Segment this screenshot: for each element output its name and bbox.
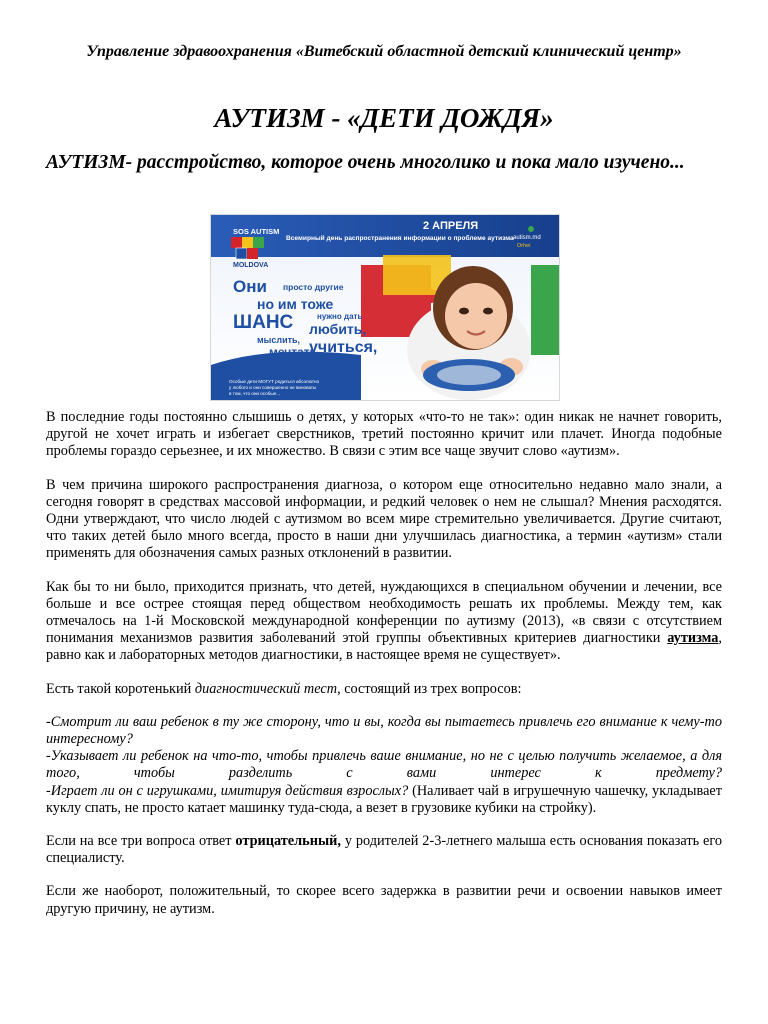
banner-footnote-line3: в том, что они особые... <box>229 391 281 396</box>
question-1-text: -Смотрит ли ваш ребенок в ту же сторону, что и вы, когда вы пытаетесь привлечь его внимание к чему-то интересному? <box>46 713 722 748</box>
slogan-line5: учиться, <box>309 339 378 356</box>
banner-date: 2 АПРЕЛЯ <box>423 220 479 232</box>
test-intro-end: , состоящий из трех вопросов: <box>337 680 522 697</box>
article-body <box>46 409 722 934</box>
paragraph-intro: В последние годы постоянно слышишь о детях, у которых «что-то не так»: один никак не начнет говорить, другой не хочет играть и избегает сверстников, третий постоянно кричит или плачет. Иногда подобные проблемы гораздо серьезнее, и их множество. В связи с этим все чаще звучит слово «аутизм». <box>46 409 722 460</box>
document-title: АУТИЗМ - «ДЕТИ ДОЖДЯ» <box>214 103 554 133</box>
lead-statement: АУТИЗМ- расстройство, которое очень многолико и пока мало изучено... <box>46 152 685 173</box>
banner-logo-left-top: SOS AUTISM <box>233 227 280 236</box>
paragraph-test-intro <box>46 681 722 698</box>
paragraph-conference-start: Как бы то ни было, приходится признать, что детей, нуждающихся в специальном обучении и лечении, все больше и все острее стоящая перед обществом необходимость решать их проблемы. Между тем, как отмечалось на 1-й Московской международной конференции по аутизму (2013), «в связи с отсутствием понимания механизмов развития заболеваний этой группы объективных критериев диагностики <box>46 578 722 647</box>
paragraph-causes: В чем причина широкого распространения диагноза, о котором еще относительно недавно мало знали, а сегодня говорят в средствах массовой информации, и редкий человек о нем не слышал? Мнения расходятся. Одни утверждают, что число людей с аутизмом во всем мире стремительно увеличивается. Другие считают, что таких детей было много всегда, просто в наши дни улучшилась диагностика, а термин «аутизм» стали применять для обозначения самых разных отклонений в развитии. <box>46 476 722 562</box>
question-2 <box>46 748 722 782</box>
slogan-line2: но им тоже <box>257 296 334 312</box>
slogan-line3-small: нужно дать <box>317 312 363 321</box>
awareness-banner-image <box>210 214 560 401</box>
keyword-autism: аутизма <box>667 630 719 647</box>
banner-footnote-line2: у любого и они совершенно не виноваты <box>229 385 317 390</box>
question-3-normal: (Наливает чай в игрушечную чашечку, укладывает куклу спать, не просто катает машинку туда-сюда, а везет в грузовике кубики на стройку). <box>46 782 723 816</box>
question-2-text: -Указывает ли ребенок на что-то, чтобы привлечь ваше внимание, но не с целью получить желаемое, а для того, чтобы разделить с вами интерес к предмету? <box>46 748 722 782</box>
banner-logo-left-bottom: MOLDOVA <box>233 262 269 269</box>
slogan-line1-big: Они <box>233 277 267 296</box>
banner-headline <box>286 234 514 242</box>
banner-logo-right-bottom: Orhei <box>517 243 531 249</box>
diagnostic-questions <box>46 714 722 817</box>
slogan-line5-small: мыслить, <box>257 335 301 345</box>
negative-answer-end: у родителей 2-3-летнего малыша есть основания показать его специалисту. <box>46 833 722 867</box>
slogan-line4: ШАНС <box>233 312 294 333</box>
green-puzzle-piece <box>531 265 559 355</box>
right-logo-icon <box>528 226 534 232</box>
banner-footnote-line1: Особые дети МОГУТ родиться абсолютно <box>229 379 320 384</box>
slogan-line6: мечтать <box>269 345 318 359</box>
question-3 <box>46 783 722 817</box>
question-3-italic: -Играет ли он с игрушками, имитируя действия взрослых? <box>46 782 409 799</box>
paragraph-conference <box>46 579 722 665</box>
paragraph-negative-answer <box>46 833 722 867</box>
test-intro-italic: диагностический тест <box>194 680 338 697</box>
organization-heading: Управление здравоохранения «Витебский областной детский клинический центр» <box>86 43 682 60</box>
paragraph-positive-answer: Если же наоборот, положительный, то скорее всего задержка в развитии речи и освоении навыков имеет другую причину, не аутизм. <box>46 883 722 917</box>
banner-headline-text: Всемирный день распространения информации о проблеме аутизма <box>286 235 514 242</box>
paragraph-conference-end: , равно как и лабораторных методов диагностики, в настоящее время не существует». <box>46 630 722 664</box>
negative-answer-bold: отрицательный, <box>235 833 341 850</box>
question-1 <box>46 714 722 748</box>
negative-answer-start: Если на все три вопроса ответ <box>46 833 236 850</box>
test-intro-start: Есть такой коротенький <box>46 680 195 697</box>
banner-logo-right-top: autism.md <box>513 235 541 241</box>
slogan-line1-small: просто другие <box>283 282 344 292</box>
slogan-line4b: любить, <box>309 321 367 337</box>
